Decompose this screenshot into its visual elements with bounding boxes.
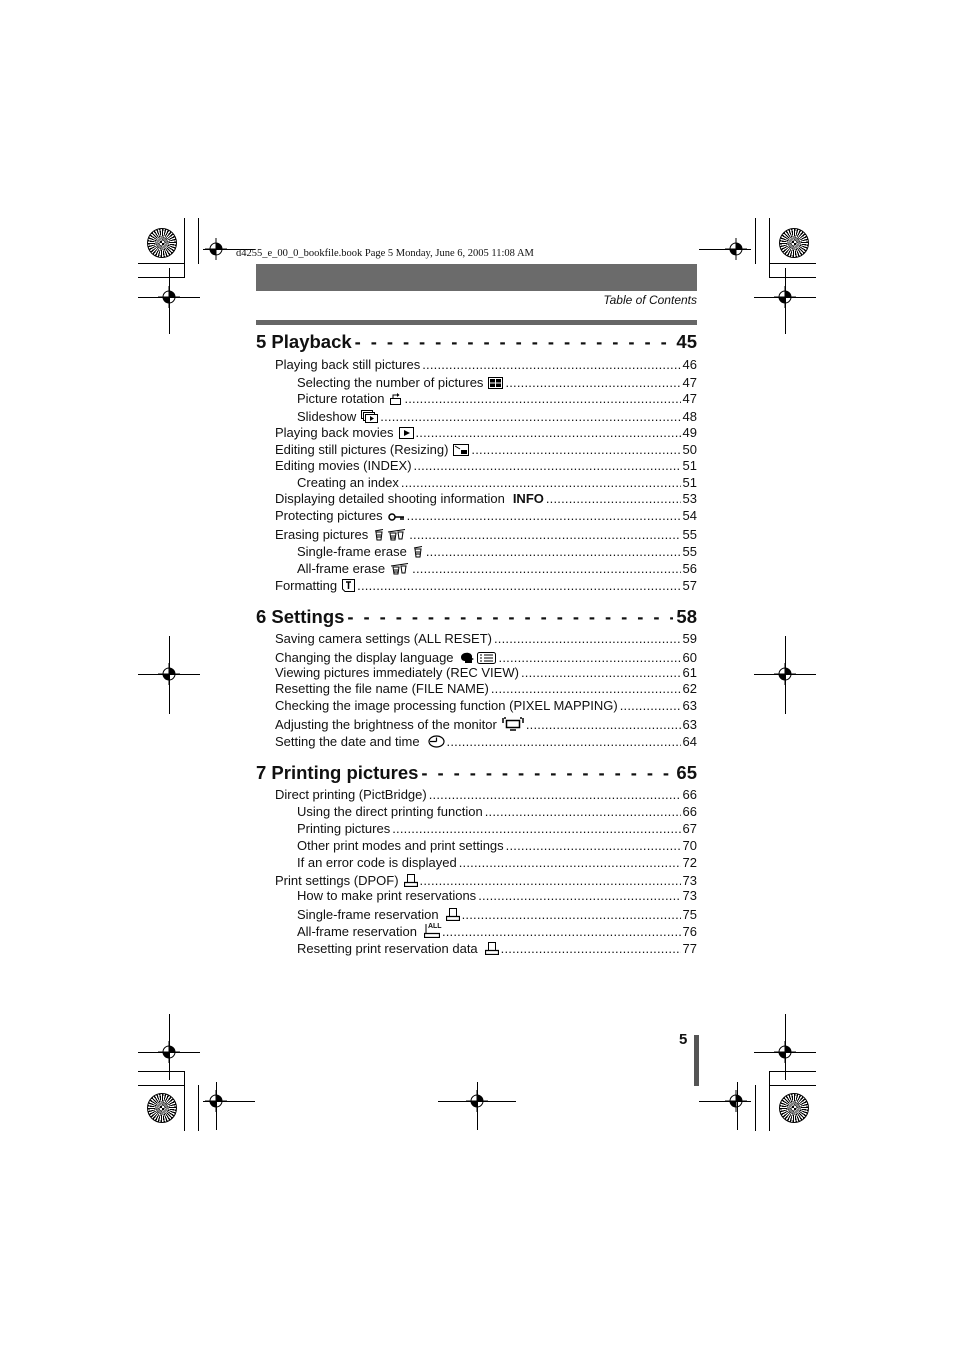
toc-entry[interactable] [275,357,697,374]
registration-star-mark [147,1093,177,1123]
registration-star-mark [147,228,177,258]
leader-dots [422,357,680,372]
entry-page: 47 [682,391,697,406]
entry-page: 59 [682,631,697,646]
toc-entry[interactable] [275,458,697,475]
entry-page: 51 [682,458,697,473]
leader-dots [412,561,680,576]
entry-label: Print settings (DPOF) [275,872,399,888]
chapter-heading[interactable] [256,606,697,630]
chapter-heading[interactable] [256,762,697,786]
leader-dots [485,804,681,819]
entry-label: Creating an index [297,475,399,490]
leader-dashes [347,606,673,628]
crop-mark [138,1071,184,1072]
slideshow-icon [361,409,378,423]
entry-label: Picture rotation [297,391,385,406]
toc-entry[interactable] [275,665,697,682]
crop-mark [138,1085,184,1086]
entry-page: 73 [682,888,697,903]
toc-entry[interactable] [297,838,697,855]
rotation-icon [389,392,402,406]
toc-entry[interactable] [297,542,697,559]
crop-mark [770,263,816,264]
entry-page: 66 [682,804,697,819]
leader-dots [380,409,680,424]
print-order-icon [446,907,460,921]
crop-mark [769,1071,770,1131]
entry-page: 57 [682,577,697,593]
entry-page: 72 [682,855,697,870]
leader-dots [401,475,681,490]
toc-entry[interactable] [275,424,697,441]
resize-icon [453,443,469,457]
crop-mark [169,1014,170,1080]
leader-dashes [421,762,673,784]
chapter-title: 7 Printing pictures [256,762,419,783]
leader-dots [414,458,681,473]
crop-mark [754,674,816,675]
chapter-page: 45 [676,331,697,352]
entry-label: Editing movies (INDEX) [275,458,412,473]
crop-mark [699,1101,751,1102]
leader-dots [546,491,681,506]
chapter-title: 5 Playback [256,331,352,352]
entry-label: Resetting the file name (FILE NAME) [275,681,489,696]
crop-mark [198,218,199,264]
play-icon [399,426,414,440]
erase-all-icon [390,561,410,575]
page-number: 5 [679,1031,688,1048]
info-icon: INFO [512,491,544,506]
crop-mark [754,297,816,298]
leader-dots [471,442,680,457]
crop-mark [138,674,200,675]
toc-entry[interactable] [275,491,697,508]
print-order-icon [404,873,418,887]
index-grid-icon [488,376,503,390]
entry-page: 66 [682,787,697,802]
section-rule [256,320,697,325]
crop-mark [169,268,170,334]
toc-entry[interactable] [297,804,697,821]
toc-entry[interactable] [275,787,697,804]
leader-dots [392,821,680,836]
toc-entry[interactable] [275,525,697,542]
toc-entry[interactable] [297,821,697,838]
toc-entry[interactable] [275,871,697,888]
entry-page: 75 [682,906,697,922]
entry-label: Changing the display language [275,650,454,665]
entry-page: 50 [682,442,697,457]
clock-icon [428,734,445,748]
entry-page: 56 [682,560,697,576]
file-info: d4255_e_00_0_bookfile.book Page 5 Monday, June 6, 2005 11:08 AM [236,248,534,259]
crop-mark [699,249,751,250]
entry-page: 67 [682,821,697,836]
crop-mark [770,277,816,278]
crop-mark [755,218,756,264]
chapter-title: 6 Settings [256,606,345,627]
crop-mark [754,1052,816,1053]
leader-dots [620,698,681,713]
crop-mark [770,1085,816,1086]
toc-entry[interactable] [275,631,697,648]
toc-entry[interactable] [297,888,697,905]
entry-page: 51 [682,475,697,490]
format-icon [342,578,355,592]
crop-mark [755,1085,756,1131]
entry-page: 73 [682,872,697,888]
entry-label: Formatting [275,577,338,593]
leader-dots [506,838,681,853]
leader-dots [494,631,681,646]
entry-label: Viewing pictures immediately (REC VIEW) [275,665,519,680]
toc-entry[interactable] [297,905,697,922]
leader-dashes [355,331,674,353]
entry-label: Checking the image processing function (PIXEL MAPPING) [275,698,618,713]
entry-page: 47 [682,375,697,390]
entry-label: All-frame erase [297,560,386,576]
toc-entry[interactable] [275,441,697,458]
leader-dots [407,508,681,523]
entry-page: 70 [682,838,697,853]
print-all-icon [424,924,440,938]
crop-mark [785,268,786,334]
erase-single-all-icon [373,527,407,541]
leader-dots [426,544,681,559]
leader-dots [409,527,680,542]
entry-label: Single-frame erase [297,543,407,559]
entry-label: Other print modes and print settings [297,838,504,853]
toc-entry[interactable] [297,407,697,424]
entry-label: Editing still pictures (Resizing) [275,442,449,457]
entry-label: Protecting pictures [275,508,383,523]
print-order-icon [485,941,499,955]
toc-entry[interactable] [275,648,697,665]
crop-mark [138,277,184,278]
leader-dots [499,650,681,665]
crop-mark [138,297,200,298]
entry-page: 77 [682,940,697,956]
thumb-tab [694,1035,699,1086]
entry-label: Using the direct printing function [297,804,483,819]
entry-label: Displaying detailed shooting information [275,491,505,506]
toc-entry[interactable] [297,922,697,939]
erase-single-icon [412,544,424,558]
entry-label: Single-frame reservation [297,906,439,922]
crop-mark [203,1101,255,1102]
toc-entry[interactable] [297,855,697,872]
toc-entry[interactable] [275,508,697,525]
entry-page: 63 [682,717,697,732]
leader-dots [442,924,681,939]
registration-star-mark [779,1093,809,1123]
leader-dots [505,375,680,390]
leader-dots [491,681,681,696]
crop-mark [138,263,184,264]
toc-entry[interactable] [275,681,697,698]
leader-dots [501,941,681,956]
crop-mark [169,636,170,714]
leader-dots [478,888,680,903]
language-icon [459,650,497,664]
leader-dots [420,873,681,888]
header-bar [256,264,697,291]
entry-label: If an error code is displayed [297,855,457,870]
leader-dots [357,578,680,593]
toc-entry[interactable] [297,475,697,492]
entry-page: 62 [682,681,697,696]
entry-page: 63 [682,698,697,713]
entry-label: Playing back still pictures [275,357,421,372]
leader-dots [416,425,681,440]
leader-dots [459,855,681,870]
entry-label: Selecting the number of pictures [297,375,484,390]
entry-page: 54 [682,508,697,523]
leader-dots [404,391,680,406]
entry-page: 76 [682,924,697,939]
entry-label: All-frame reservation [297,924,417,939]
key-icon [388,510,405,524]
crop-mark [737,1082,738,1130]
entry-page: 53 [682,491,697,506]
entry-label: How to make print reservations [297,888,477,903]
entry-label: Slideshow [297,408,357,424]
toc-entry[interactable] [297,390,697,407]
entry-label: Printing pictures [297,821,391,836]
toc-entry[interactable] [297,374,697,391]
running-header: Table of Contents [603,293,697,307]
toc-entry[interactable] [275,576,697,593]
entry-page: 55 [682,526,697,542]
crop-mark [785,636,786,714]
toc-entry[interactable] [297,559,697,576]
chapter-page: 58 [676,606,697,627]
entry-page: 48 [682,408,697,424]
leader-dots [447,734,681,749]
toc-entry[interactable] [297,939,697,956]
crop-mark [770,1071,816,1072]
entry-page: 60 [682,650,697,665]
toc-entry[interactable] [275,715,697,732]
crop-mark [198,1085,199,1131]
crop-mark [216,1082,217,1130]
leader-dots [429,787,681,802]
entry-label: Resetting print reservation data [297,940,478,956]
registration-star-mark [779,228,809,258]
leader-dots [462,907,681,922]
toc-entry[interactable] [275,732,697,749]
entry-page: 61 [682,665,697,680]
entry-label: Direct printing (PictBridge) [275,787,427,802]
entry-page: 49 [682,425,697,440]
chapter-page: 65 [676,762,697,783]
leader-dots [521,665,681,680]
entry-page: 64 [682,733,697,749]
crop-mark [477,1082,478,1130]
leader-dots [526,717,681,732]
entry-label: Adjusting the brightness of the monitor [275,717,497,732]
entry-page: 55 [682,543,697,559]
crop-mark [138,1052,200,1053]
crop-mark [769,218,770,278]
crop-mark [184,1071,185,1131]
print-all-label: ALL [427,923,442,930]
toc-entry[interactable] [275,698,697,715]
crop-mark [785,1014,786,1080]
entry-label: Playing back movies [275,425,394,440]
crop-mark [184,218,185,278]
chapter-heading[interactable] [256,331,697,355]
entry-label: Saving camera settings (ALL RESET) [275,631,492,646]
entry-label: Erasing pictures [275,526,369,542]
brightness-icon [502,717,524,731]
entry-page: 46 [682,357,697,372]
entry-label: Setting the date and time [275,733,420,749]
